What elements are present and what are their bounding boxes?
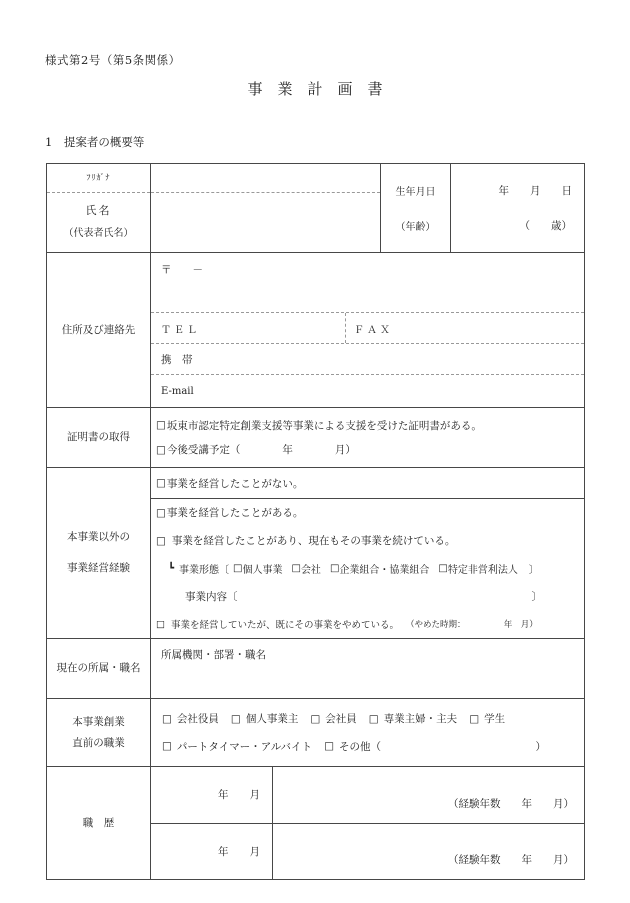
experience-label-cell <box>47 468 151 638</box>
table-row-address <box>47 253 584 408</box>
union-text: 企業組合・協業組合 <box>339 564 430 576</box>
experience-content-cell <box>151 468 584 638</box>
furigana-label: ﾌﾘｶﾞﾅ <box>47 164 150 193</box>
checkbox-planned-course[interactable]: □ <box>156 443 166 456</box>
representative-name-label: （代表者氏名） <box>63 228 134 240</box>
occupation-option-employee <box>310 711 356 726</box>
company-text: 会社 <box>300 564 321 576</box>
experience-label-line2: 事業経営経験 <box>67 562 130 574</box>
business-content-label: 事業内容〔 <box>185 590 238 603</box>
name-label-cell <box>47 164 151 252</box>
tel-label: ＴＥＬ <box>161 324 200 336</box>
student-text: 学生 <box>484 713 506 726</box>
date-blank: 年 月 日 <box>498 185 572 198</box>
email-label: E-mail <box>161 385 194 397</box>
checkbox-parttime[interactable]: □ <box>162 740 172 753</box>
checkbox-quit-business[interactable]: □ <box>156 618 165 630</box>
birthdate-label: 生年月日 <box>395 187 436 199</box>
company-officer-text: 会社役員 <box>176 713 219 726</box>
business-type-option-union <box>330 561 429 576</box>
quit-business-text: 事業を経営していたが、既にその事業をやめている。 <box>170 620 399 632</box>
experience-years-blank-1: （経験年数 年 月） <box>448 797 574 810</box>
postal-code-mark: 〒 － <box>161 264 203 276</box>
company-employee-text: 会社員 <box>325 713 357 726</box>
history-entry-1 <box>151 767 584 824</box>
name-label: 氏名 <box>85 203 112 217</box>
certificate-option-has <box>151 418 584 433</box>
occupation-option-student <box>469 711 505 726</box>
occupation-option-homemaker <box>369 711 457 726</box>
checkbox-student[interactable]: □ <box>469 712 480 725</box>
checkbox-other-occupation[interactable]: □ <box>324 740 334 753</box>
no-experience-text: 事業を経営したことがない。 <box>166 477 304 490</box>
occupation-options-line1 <box>151 711 584 726</box>
birthdate-input-cell[interactable] <box>451 164 584 252</box>
homemaker-text: 専業主婦・主夫 <box>383 713 458 726</box>
occupation-option-parttime <box>162 739 312 754</box>
checkbox-no-experience[interactable]: □ <box>156 477 166 489</box>
table-row-history <box>47 767 584 879</box>
planned-course-text: 今後受講予定（ 年 月） <box>166 444 356 457</box>
mobile-input-area[interactable] <box>151 344 584 375</box>
history-label: 職 歴 <box>47 767 151 879</box>
checkbox-homemaker[interactable]: □ <box>368 712 379 725</box>
experience-years-blank-2: （経験年数 年 月） <box>448 854 574 866</box>
history-entries <box>151 767 584 879</box>
experience-option-continuing <box>151 527 584 555</box>
continuing-business-text: 事業を経営したことがあり、現在もその事業を続けている。 <box>171 535 456 548</box>
tel-input-area[interactable] <box>151 313 346 343</box>
occupation-label-cell <box>47 699 151 766</box>
table-row-certificate <box>47 408 584 468</box>
occupation-label-line2: 直前の職業 <box>72 736 125 749</box>
occupation-content-cell <box>151 699 584 766</box>
occupation-option-sole-proprietor <box>231 711 298 726</box>
sole-proprietor-text: 個人事業 <box>242 564 283 576</box>
checkbox-sole-proprietor-occupation[interactable]: □ <box>230 712 241 725</box>
fax-label: ＦＡＸ <box>354 324 393 336</box>
checkbox-npo[interactable]: □ <box>438 562 448 574</box>
occupation-option-officer <box>162 711 219 726</box>
address-content-cell <box>151 253 584 407</box>
address-input-area[interactable] <box>151 253 584 313</box>
sole-proprietor-occupation-text: 個人事業主 <box>245 713 299 726</box>
business-type-label: 事業形態〔 <box>179 564 230 576</box>
other-occupation-text: その他（ <box>338 740 381 753</box>
checkbox-continuing-business[interactable]: □ <box>156 534 166 547</box>
fax-input-area[interactable] <box>346 313 584 343</box>
parttime-text: パートタイマー・アルバイト <box>176 740 313 753</box>
checkbox-has-certificate[interactable]: □ <box>156 419 166 432</box>
table-row-name <box>47 164 584 253</box>
business-content-close-bracket: 〕 <box>531 590 542 603</box>
quit-time-note: （やめた時期： 年 月） <box>406 620 538 631</box>
business-type-option-company <box>291 561 320 576</box>
occupation-option-other <box>324 739 381 754</box>
certificate-content-cell <box>151 408 584 467</box>
occupation-label-line1: 本事業創業 <box>72 715 125 728</box>
section-heading: 1 提案者の概要等 <box>45 135 145 149</box>
affiliation-label: 現在の所属・職名 <box>47 639 151 698</box>
affiliation-input-area[interactable] <box>151 639 584 698</box>
page-title: 事 業 計 画 書 <box>247 80 383 98</box>
business-type-line <box>151 555 584 583</box>
email-input-area[interactable] <box>151 375 584 407</box>
certificate-label: 証明書の取得 <box>47 408 151 467</box>
checkbox-company-officer[interactable]: □ <box>162 712 172 725</box>
table-row-occupation <box>47 699 584 767</box>
name-input-area[interactable] <box>151 193 380 252</box>
checkbox-has-experience[interactable]: □ <box>156 506 166 519</box>
furigana-input-area[interactable] <box>151 164 380 193</box>
other-occupation-close-paren: ） <box>535 740 546 753</box>
proposer-overview-table <box>46 163 585 880</box>
age-label: （年齢） <box>395 221 436 233</box>
tel-fax-line <box>151 313 584 344</box>
certificate-option-planned <box>151 442 584 457</box>
name-input-cell <box>151 164 381 252</box>
address-label: 住所及び連絡先 <box>47 253 151 407</box>
history-detail-input-1[interactable] <box>273 767 584 823</box>
period-blank-2: 年 月 <box>218 845 260 858</box>
business-content-line <box>151 582 584 610</box>
has-certificate-text: 坂東市認定特定創業支援等事業による支援を受けた証明書がある。 <box>166 419 482 432</box>
period-blank-1: 年 月 <box>218 789 260 802</box>
experience-option-has <box>151 499 584 527</box>
history-detail-input-2[interactable] <box>273 824 584 880</box>
checkbox-company-employee[interactable]: □ <box>310 712 321 725</box>
has-experience-text: 事業を経営したことがある。 <box>166 507 304 520</box>
experience-label-line1: 本事業以外の <box>67 531 130 544</box>
affiliation-field-label: 所属機関・部署・職名 <box>161 649 266 661</box>
checkbox-company[interactable]: □ <box>291 562 301 574</box>
business-type-option-sole <box>233 561 282 576</box>
experience-option-none <box>151 468 584 499</box>
birthdate-label-cell <box>381 164 451 252</box>
table-row-experience <box>47 468 584 639</box>
checkbox-union[interactable]: □ <box>329 562 340 574</box>
name-label-block <box>47 193 150 251</box>
npo-text: 特定非営利法人 <box>447 564 518 576</box>
experience-option-quit <box>151 610 584 638</box>
history-period-input-1[interactable] <box>151 767 273 823</box>
age-blank: （ 歳） <box>519 219 572 232</box>
form-number: 様式第2号（第5条関係） <box>45 53 181 67</box>
business-type-option-npo <box>438 561 517 576</box>
checkbox-sole-proprietor[interactable]: □ <box>233 562 243 574</box>
business-type-close-bracket: 〕 <box>528 564 539 576</box>
occupation-options-line2 <box>151 739 584 754</box>
experience-detail-block <box>151 499 584 638</box>
history-entry-2 <box>151 824 584 880</box>
corner-marker-icon: ┗ <box>168 562 175 574</box>
history-period-input-2[interactable] <box>151 824 273 880</box>
table-row-affiliation <box>47 639 584 699</box>
mobile-label: 携 帯 <box>161 353 193 366</box>
